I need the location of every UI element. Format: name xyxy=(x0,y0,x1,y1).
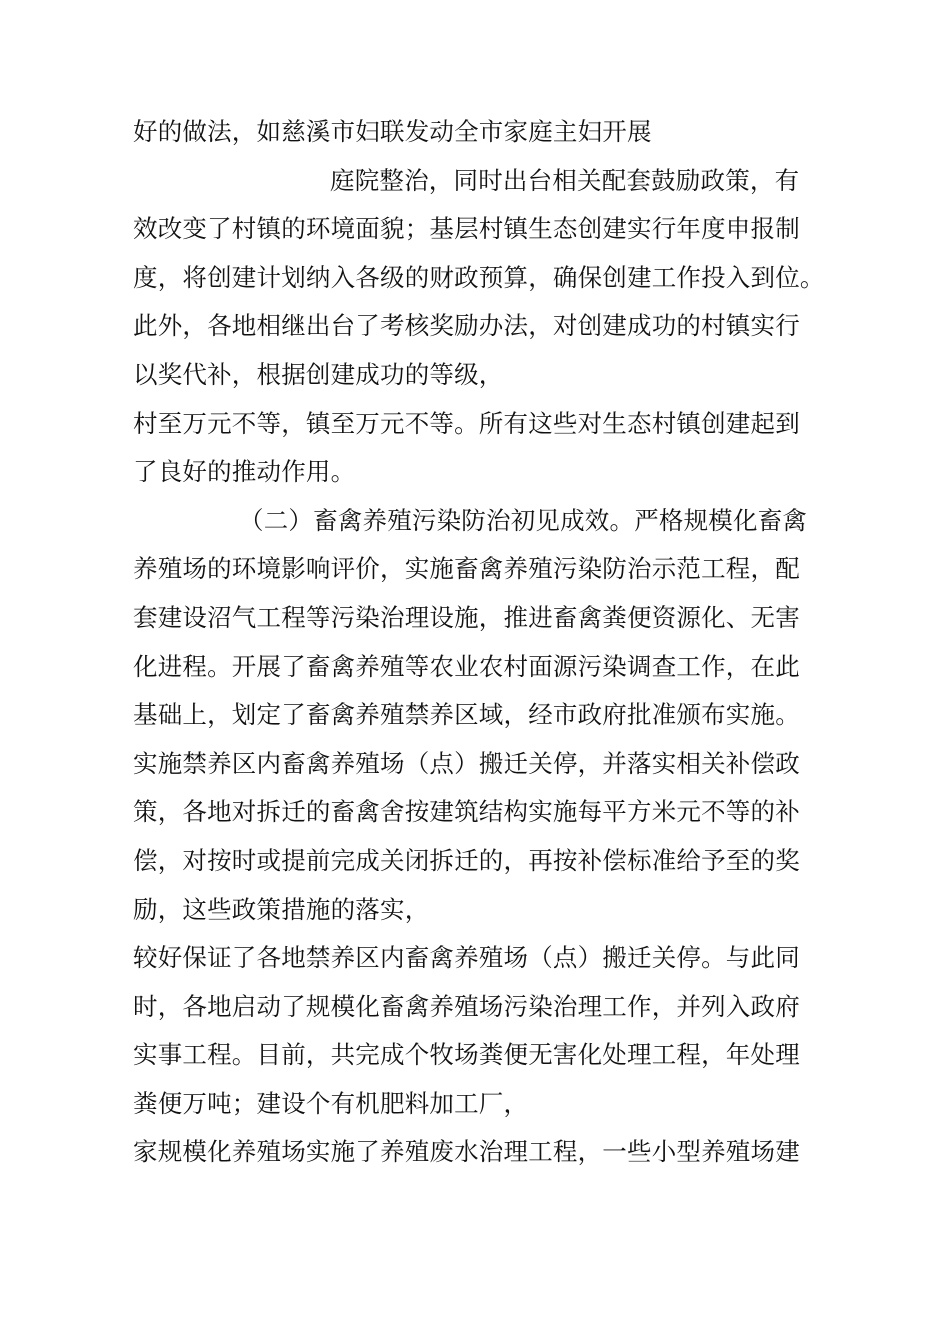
text-line: 粪便万吨；建设个有机肥料加工厂， xyxy=(133,1088,529,1118)
text-line: 庭院整治，同时出台相关配套鼓励政策，有 xyxy=(330,165,800,195)
section-heading-line: （二）畜禽养殖污染防治初见成效。严格规模化畜禽 xyxy=(239,505,808,535)
text-line: 村至万元不等，镇至万元不等。所有这些对生态村镇创建起到 xyxy=(133,408,800,438)
text-line: 基础上，划定了畜禽养殖禁养区域，经市政府批准颁布实施。 xyxy=(133,700,800,730)
text-line: 家规模化养殖场实施了养殖废水治理工程，一些小型养殖场建 xyxy=(133,1137,800,1167)
text-line: 较好保证了各地禁养区内畜禽养殖场（点）搬迁关停。与此同 xyxy=(133,943,800,973)
text-line: 实事工程。目前，共完成个牧场粪便无害化处理工程，年处理 xyxy=(133,1040,800,1070)
text-line: 效改变了村镇的环境面貌；基层村镇生态创建实行年度申报制 xyxy=(133,214,800,244)
text-line: 励，这些政策措施的落实， xyxy=(133,894,430,924)
text-line: 化进程。开展了畜禽养殖等农业农村面源污染调查工作，在此 xyxy=(133,651,800,681)
body-text xyxy=(133,108,843,1177)
text-line: 好的做法，如慈溪市妇联发动全市家庭主妇开展 xyxy=(133,117,652,146)
text-line: 以奖代补，根据创建成功的等级， xyxy=(133,359,504,389)
text-line: 此外，各地相继出台了考核奖励办法，对创建成功的村镇实行 xyxy=(133,311,800,341)
text-line: 时，各地启动了规模化畜禽养殖场污染治理工作，并列入政府 xyxy=(133,991,800,1021)
text-line: 套建设沼气工程等污染治理设施，推进畜禽粪便资源化、无害 xyxy=(133,602,800,632)
text-line: 了良好的推动作用。 xyxy=(133,457,356,487)
text-line: 策，各地对拆迁的畜禽舍按建筑结构实施每平方米元不等的补 xyxy=(133,797,800,827)
text-line: 养殖场的环境影响评价，实施畜禽养殖污染防治示范工程，配 xyxy=(133,554,800,584)
text-line: 实施禁养区内畜禽养殖场（点）搬迁关停，并落实相关补偿政 xyxy=(133,748,800,778)
text-line: 度，将创建计划纳入各级的财政预算，确保创建工作投入到位。 xyxy=(133,262,825,292)
text-line: 偿，对按时或提前完成关闭拆迁的，再按补偿标准给予至的奖 xyxy=(133,845,800,875)
